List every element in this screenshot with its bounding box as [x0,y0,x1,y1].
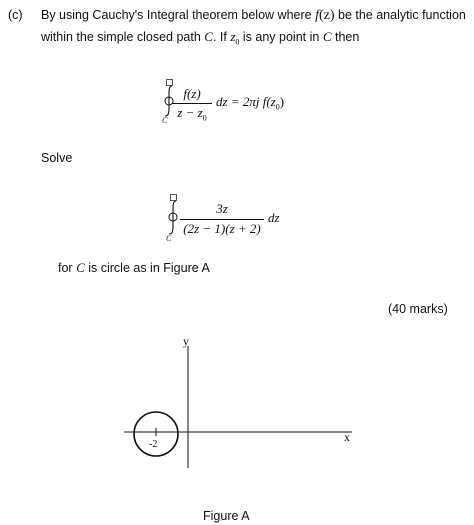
contour-label-2: C [166,234,172,243]
function-f: f [315,8,319,23]
formula1-rhs-text: dz = 2πj f(z [216,94,276,109]
marks-label: (40 marks) [388,302,448,316]
formula2-denominator: (2z − 1)(z + 2) [183,221,261,236]
question-line-1-text-b: be the analytic function [338,8,466,22]
contour-note-suffix: is circle as in Figure A [88,261,210,275]
formula1-rhs-close: ) [279,94,285,109]
path-c-2: C [322,29,332,44]
question-line-2-text-a: within the simple closed path [41,30,201,44]
point-z-subscript: 0 [235,37,240,47]
formula1-denominator-subscript: 0 [202,113,207,123]
question-label: (c) [8,8,23,22]
contour-label: C [162,116,168,125]
question-line-2-text-b: . If [212,30,227,44]
y-axis-label: y [183,334,189,348]
formula1-denominator-text: z − z [177,105,203,120]
function-arg: (z) [318,8,335,23]
path-c: C [204,29,213,44]
question-line-2-text-c: is any point in [242,30,320,44]
point-z: z [230,29,236,44]
formula1-rhs-subscript: 0 [275,102,280,112]
contour-note-prefix: for [58,261,73,275]
contour-note-c: C [76,260,85,275]
formula2-dz: dz [268,210,280,225]
formula1-numerator: f(z) [183,86,201,101]
tick-label-minus-2: -2 [149,439,158,450]
question-line-1-text-a: By using Cauchy's Integral theorem below where [41,8,312,22]
x-axis-label: x [344,430,350,444]
formula2-numerator: 3z [216,201,228,216]
solve-label: Solve [41,151,73,165]
question-line-2-text-d: then [334,30,360,44]
figure-caption: Figure A [203,509,250,523]
